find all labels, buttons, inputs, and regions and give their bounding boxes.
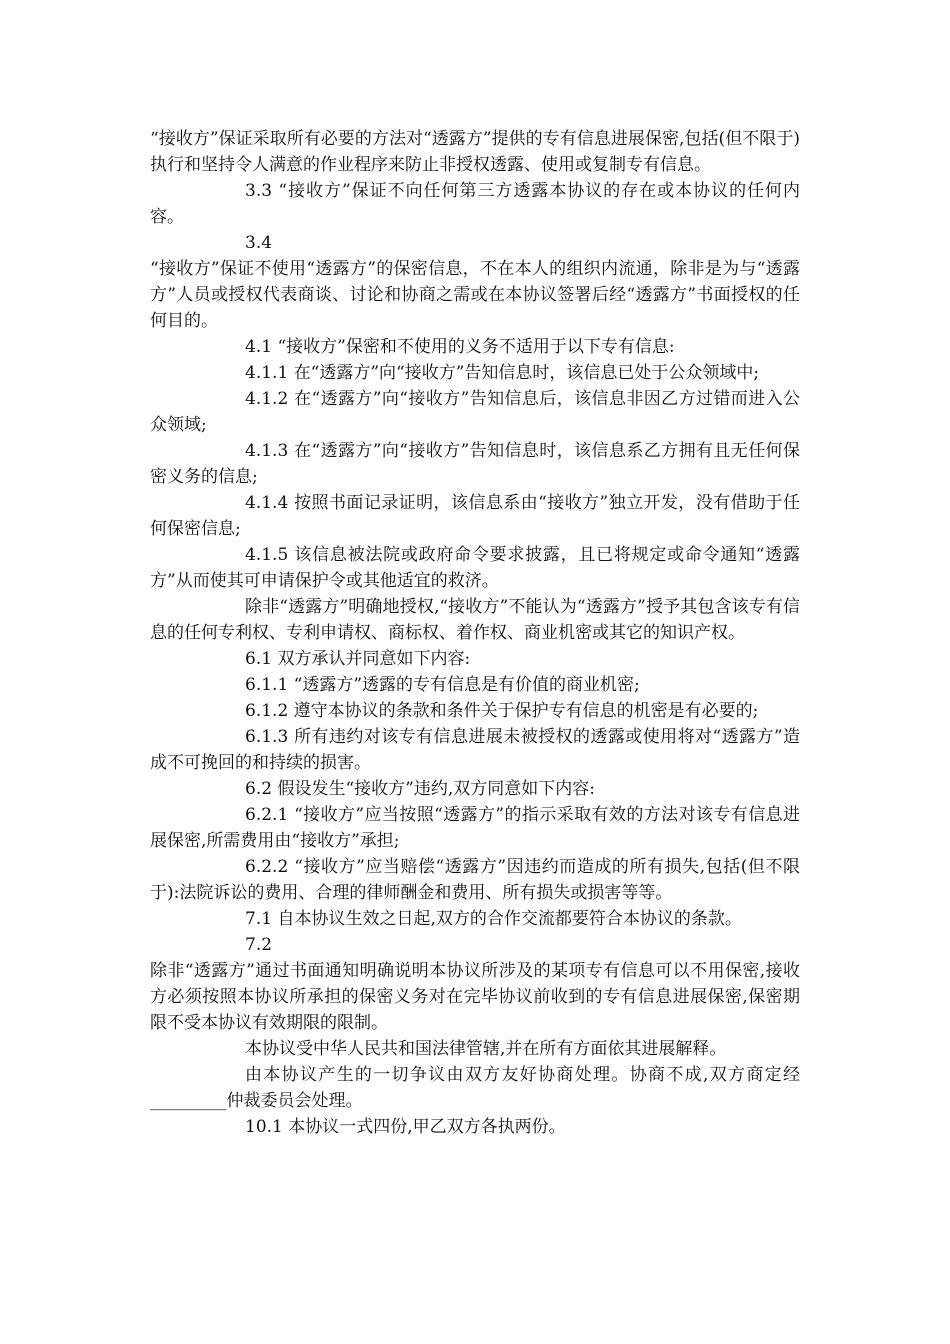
clause-7-2-number: 7.2 [245, 935, 273, 955]
clause-4-1-1: 4.1.1 在“透露方”向“接收方”告知信息时，该信息已处于公众领域中; [245, 363, 760, 383]
clause-6-1: 6.1 双方承认并同意如下内容: [245, 649, 471, 669]
document-body [150, 126, 800, 1140]
clause-governing-law: 本协议受中华人民共和国法律管辖,并在所有方面依其进展解释。 [245, 1039, 727, 1059]
clause-4-1-4: 4.1.4 按照书面记录证明，该信息系由“接收方”独立开发，没有借助于任何保密信息; [150, 493, 800, 539]
clause-4-1-3: 4.1.3 在“透露方”向“接收方”告知信息时，该信息系乙方拥有且无任何保密义务的信息; [150, 441, 800, 487]
clause-3-4: “接收方”保证不使用“透露方”的保密信息，不在本人的组织内流通，除非是为与“透露方”人员或授权代表商谈、讨论和协商之需或在本协议签署后经“透露方”书面授权的任何目的。 [150, 259, 800, 331]
clause-3-4-number: 3.4 [245, 233, 273, 253]
clause-6-2: 6.2 假设发生“接收方”违约,双方同意如下内容: [245, 779, 595, 799]
clause-4-1-5: 4.1.5 该信息被法院或政府命令要求披露，且已将规定或命令通知“透露方”从而使其可申请保护令或其他适宜的救济。 [150, 545, 800, 591]
clause-6-1-3: 6.1.3 所有违约对该专有信息进展未被授权的透露或使用将对“透露方”造成不可挽回的和持续的损害。 [150, 727, 800, 773]
clause-4-1: 4.1 “接收方”保密和不使用的义务不适用于以下专有信息: [245, 337, 675, 357]
clause-7-1: 7.1 自本协议生效之日起,双方的合作交流都要符合本协议的条款。 [245, 909, 742, 929]
clause-4-1-2: 4.1.2 在“透露方”向“接收方”告知信息后，该信息非因乙方过错而进入公众领域; [150, 389, 800, 435]
clause-intellectual-property: 除非“透露方”明确地授权,“接收方”不能认为“透露方”授予其包含该专有信息的任何专利权、专利申请权、商标权、着作权、商业机密或其它的知识产权。 [150, 597, 800, 643]
clause-6-2-2: 6.2.2 “接收方”应当赔偿“透露方”因违约而造成的所有损失,包括(但不限于):法院诉讼的费用、合理的律师酬金和费用、所有损失或损害等等。 [150, 857, 800, 903]
clause-6-2-1: 6.2.1 “接收方”应当按照“透露方”的指示采取有效的方法对该专有信息进展保密,所需费用由“接收方”承担; [150, 805, 800, 851]
paragraph-intro: “接收方”保证采取所有必要的方法对“透露方”提供的专有信息进展保密,包括(但不限于)执行和坚持令人满意的作业程序来防止非授权透露、使用或复制专有信息。 [150, 129, 800, 175]
clause-6-1-1: 6.1.1 “透露方”透露的专有信息是有价值的商业机密; [245, 675, 640, 695]
clause-10-1: 10.1 本协议一式四份,甲乙双方各执两份。 [245, 1117, 566, 1137]
clause-dispute-resolution: 由本协议产生的一切争议由双方友好协商处理。协商不成,双方商定经_________仲裁委员会处理。 [150, 1065, 800, 1111]
clause-7-2: 除非“透露方”通过书面通知明确说明本协议所涉及的某项专有信息可以不用保密,接收方必须按照本协议所承担的保密义务对在完毕协议前收到的专有信息进展保密,保密期限不受本协议有效期限的限制。 [150, 961, 800, 1033]
clause-6-1-2: 6.1.2 遵守本协议的条款和条件关于保护专有信息的机密是有必要的; [245, 701, 759, 721]
clause-3-3: 3.3 “接收方”保证不向任何第三方透露本协议的存在或本协议的任何内容。 [150, 181, 800, 227]
